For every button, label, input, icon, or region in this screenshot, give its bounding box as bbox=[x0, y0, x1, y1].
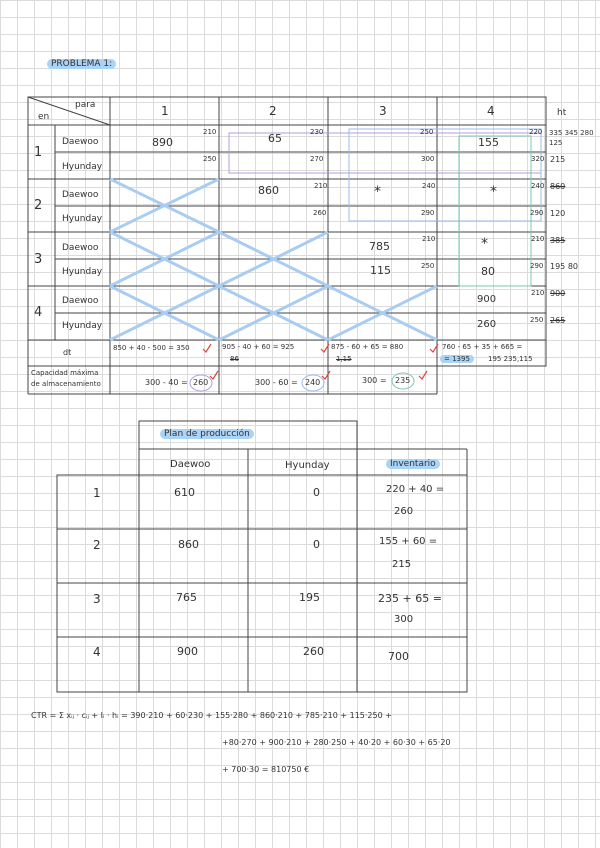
plan-inventario: 235 + 65 = bbox=[378, 592, 442, 605]
ctr-formula-line2: +80·270 + 900·210 + 280·250 + 40·20 + 60·30 + 65·20 bbox=[222, 738, 451, 747]
plan-daewoo: 765 bbox=[176, 591, 197, 604]
capacity-value: 300 = bbox=[362, 376, 387, 385]
cost-cell: 260 bbox=[313, 209, 327, 217]
plan-hyunday: 0 bbox=[313, 486, 320, 499]
cost-cell: 240 bbox=[531, 182, 545, 190]
cost-cell: 210 bbox=[203, 128, 217, 136]
plan-period: 2 bbox=[93, 538, 101, 552]
row-group-4: 4 bbox=[34, 305, 43, 320]
plan-title: Plan de producción bbox=[160, 429, 254, 439]
dt-value: = 1395 bbox=[440, 355, 474, 363]
ht-value: 195 80 bbox=[550, 262, 578, 271]
allocation-value: * bbox=[374, 184, 381, 200]
cost-cell: 220 bbox=[529, 128, 543, 136]
ht-value: 335 345 280 125 bbox=[549, 129, 594, 147]
dt-value: 875 - 60 + 65 = 880 bbox=[331, 343, 404, 351]
capacity-value: 300 - 60 = bbox=[255, 378, 298, 387]
dt-value: 86 bbox=[230, 355, 239, 363]
cost-cell: 210 bbox=[422, 235, 436, 243]
plan-period: 4 bbox=[93, 645, 101, 659]
capacity-result: 260 bbox=[193, 378, 209, 387]
allocation-value: 785 bbox=[369, 240, 390, 253]
plan-header-daewoo: Daewoo bbox=[170, 459, 211, 470]
sublabel-hyunday: Hyunday bbox=[62, 321, 103, 331]
allocation-value: 115 bbox=[370, 264, 391, 277]
cost-cell: 250 bbox=[530, 316, 544, 324]
allocation-value: 900 bbox=[477, 294, 497, 305]
plan-inventario: 155 + 60 = bbox=[379, 536, 438, 547]
sublabel-daewoo: Daewoo bbox=[62, 296, 99, 306]
corner-para-label: para bbox=[75, 100, 96, 110]
capacity-result: 235 bbox=[395, 376, 411, 385]
sublabel-daewoo: Daewoo bbox=[62, 137, 99, 147]
row-group-2: 2 bbox=[34, 198, 43, 213]
ht-value: 120 bbox=[550, 209, 566, 218]
cost-cell: 320 bbox=[531, 155, 545, 163]
plan-inventario: 700 bbox=[388, 650, 409, 663]
plan-hyunday: 0 bbox=[313, 538, 320, 551]
allocation-value: 80 bbox=[481, 265, 495, 278]
dt-value: 905 - 40 + 60 = 925 bbox=[222, 343, 295, 351]
dt-value: 760 - 65 + 35 + 665 = bbox=[442, 343, 523, 351]
row-group-3: 3 bbox=[34, 252, 43, 267]
plan-hyunday: 195 bbox=[299, 591, 320, 604]
ht-value: 860 bbox=[550, 182, 566, 191]
col-header-2: 2 bbox=[269, 104, 277, 118]
plan-hyunday: 260 bbox=[303, 645, 324, 658]
cost-cell: 250 bbox=[421, 262, 435, 270]
cost-cell: 290 bbox=[530, 262, 544, 270]
cost-cell: 290 bbox=[421, 209, 435, 217]
allocation-value: 860 bbox=[258, 184, 279, 197]
sublabel-daewoo: Daewoo bbox=[62, 243, 99, 253]
plan-header-inventario: Inventario bbox=[386, 459, 440, 469]
page-title: PROBLEMA 1: bbox=[47, 59, 116, 69]
plan-daewoo: 900 bbox=[177, 645, 198, 658]
allocation-value: 260 bbox=[477, 319, 497, 330]
allocation-value: 65 bbox=[268, 132, 282, 145]
ht-value: 215 bbox=[550, 155, 566, 164]
col-header-3: 3 bbox=[379, 104, 387, 118]
sublabel-hyunday: Hyunday bbox=[62, 214, 103, 224]
capacity-result: 240 bbox=[305, 378, 321, 387]
col-header-4: 4 bbox=[487, 104, 495, 118]
ht-value: 385 bbox=[550, 236, 566, 245]
dt-value: 850 + 40 - 500 = 350 bbox=[113, 344, 190, 352]
dt-value: 1,15 bbox=[336, 355, 352, 363]
plan-daewoo: 610 bbox=[174, 486, 195, 499]
ctr-formula-line1: CTR = Σ xᵢⱼ · cᵢⱼ + Iᵢ · hᵢ = 390·210 + 60·230 + 155·280 + 860·210 + 785·210 + 115·250 + bbox=[31, 711, 392, 720]
cost-cell: 290 bbox=[530, 209, 544, 217]
col-header-1: 1 bbox=[161, 104, 169, 118]
sublabel-daewoo: Daewoo bbox=[62, 190, 99, 200]
plan-inventario: 260 bbox=[394, 506, 414, 517]
plan-inventario: 220 + 40 = bbox=[386, 484, 445, 495]
cost-cell: 210 bbox=[531, 289, 545, 297]
cost-cell: 300 bbox=[421, 155, 435, 163]
ht-value: 265 bbox=[550, 316, 566, 325]
cost-cell: 250 bbox=[203, 155, 217, 163]
cost-cell: 210 bbox=[531, 235, 545, 243]
sublabel-hyunday: Hyunday bbox=[62, 267, 103, 277]
allocation-value: 890 bbox=[152, 136, 173, 149]
ht-value: 900 bbox=[550, 289, 566, 298]
plan-period: 3 bbox=[93, 592, 101, 606]
dt-label: dt bbox=[63, 348, 72, 357]
plan-inventario: 300 bbox=[394, 614, 414, 625]
row-group-1: 1 bbox=[34, 145, 43, 160]
corner-en-label: en bbox=[38, 112, 50, 122]
plan-daewoo: 860 bbox=[178, 538, 199, 551]
allocation-value: * bbox=[490, 184, 497, 200]
capacity-label: Capacidad máxima bbox=[31, 369, 99, 377]
plan-inventario: 215 bbox=[392, 559, 412, 570]
plan-period: 1 bbox=[93, 486, 101, 500]
allocation-value: * bbox=[481, 236, 488, 252]
cost-cell: 230 bbox=[310, 128, 324, 136]
plan-header-hyunday: Hyunday bbox=[285, 460, 330, 471]
capacity-label: de almacenamiento bbox=[31, 380, 101, 388]
cost-cell: 250 bbox=[420, 128, 434, 136]
cost-cell: 270 bbox=[310, 155, 324, 163]
allocation-value: 155 bbox=[478, 136, 499, 149]
col-header-ht: ht bbox=[557, 108, 567, 118]
cost-cell: 210 bbox=[314, 182, 328, 190]
sublabel-hyunday: Hyunday bbox=[62, 162, 103, 172]
dt-value: 195 235,115 bbox=[488, 355, 533, 363]
capacity-value: 300 - 40 = bbox=[145, 378, 188, 387]
ctr-formula-line3: + 700·30 = 810750 € bbox=[222, 765, 310, 774]
cost-cell: 240 bbox=[422, 182, 436, 190]
